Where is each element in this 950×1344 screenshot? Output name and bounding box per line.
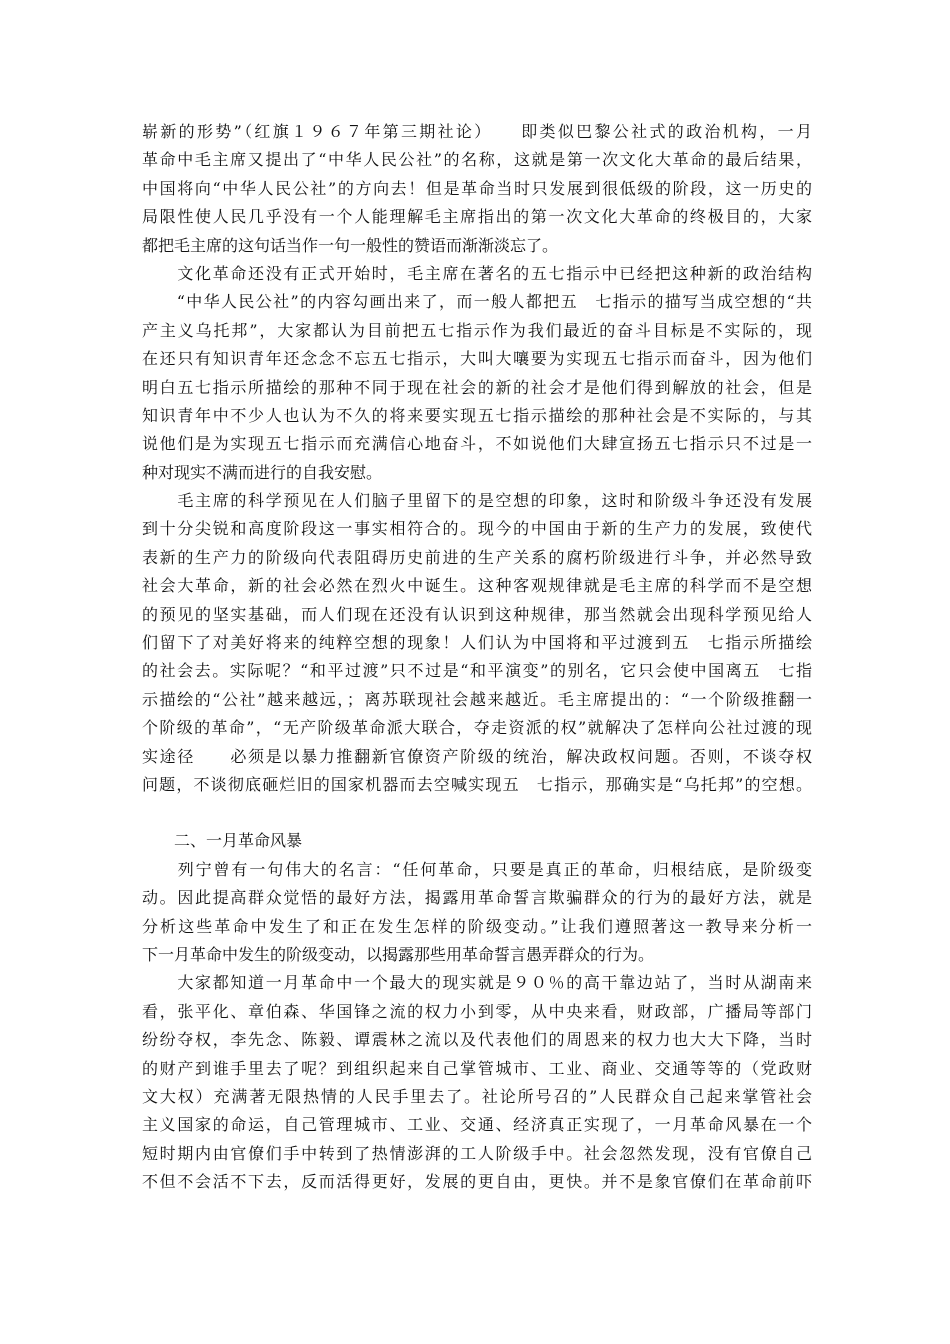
text-line: 知识青年中不少人也认为不久的将来要实现五七指示描绘的那种社会是不实际的，与其 <box>142 405 812 425</box>
text-line: 列宁曾有一句伟大的名言：“任何革命，只要是真正的革命，归根结底，是阶级变 <box>142 859 812 879</box>
text-line: 个阶级的革命”，“无产阶级革命派大联合，夺走资派的权”就解决了怎样向公社过渡的现 <box>142 718 812 738</box>
text-line: 看，张平化、章伯森、华国锋之流的权力小到零，从中央来看，财政部，广播局等部门 <box>142 1001 812 1021</box>
text-line: 的财产到谁手里去了呢？到组织起来自己掌管城市、工业、商业、交通等等的（党政财 <box>142 1058 812 1078</box>
text-line: 产主义乌托邦”，大家都认为目前把五七指示作为我们最近的奋斗目标是不实际的，现 <box>142 320 812 340</box>
text-line: 的预见的坚实基础，而人们现在还没有认识到这种规律，那当然就会出现科学预见给人 <box>142 604 812 624</box>
text-line: 表新的生产力的阶级向代表阻碍历史前进的生产关系的腐朽阶级进行斗争，并必然导致 <box>142 547 812 567</box>
text-line: 局限性使人民几乎没有一个人能理解毛主席指出的第一次文化大革命的终极目的，大家 <box>142 207 812 227</box>
text-line: 明白五七指示所描绘的那种不同于现在社会的新的社会才是他们得到解放的社会，但是 <box>142 377 812 397</box>
text-line: 种对现实不满而进行的自我安慰。 <box>142 462 383 482</box>
text-line: 纷纷夺权，李先念、陈毅、谭震林之流以及代表他们的周恩来的权力也大大下降，当时 <box>142 1030 812 1050</box>
text-line: 的社会去。实际呢？“和平过渡”只不过是“和平演变”的别名，它只会使中国离五 七指 <box>142 661 812 681</box>
text-line: 下一月革命中发生的阶级变动，以揭露那些用革命誓言愚弄群众的行为。 <box>142 944 655 964</box>
text-line: 短时期内由官僚们手中转到了热情澎湃的工人阶级手中。社会忽然发现，没有官僚自己 <box>142 1143 812 1163</box>
text-line: 不但不会活不下去，反而活得更好，发展的更自由，更快。并不是象官僚们在革命前吓 <box>142 1172 812 1192</box>
text-line: 大家都知道一月革命中一个最大的现实就是９０％的高干靠边站了，当时从湖南来 <box>142 973 812 993</box>
text-line: 实途径 必须是以暴力推翻新官僚资产阶级的统治，解决政权问题。否则，不谈夺权 <box>142 746 812 766</box>
text-line: 社会大革命，新的社会必然在烈火中诞生。这种客观规律就是毛主席的科学而不是空想 <box>142 576 812 596</box>
text-line: 革命中毛主席又提出了“中华人民公社”的名称，这就是第一次文化大革命的最后结果， <box>142 150 812 170</box>
text-line: 到十分尖锐和高度阶段这一事实相符合的。现今的中国由于新的生产力的发展，致使代 <box>142 519 812 539</box>
text-line: 中国将向“中华人民公社”的方向去！但是革命当时只发展到很低级的阶段，这一历史的 <box>142 178 812 198</box>
text-line: 分析这些革命中发生了和正在发生怎样的阶级变动。”让我们遵照著这一教导来分析一 <box>142 916 812 936</box>
text-line: 们留下了对美好将来的纯粹空想的现象！人们认为中国将和平过渡到五 七指示所描绘 <box>142 633 812 653</box>
text-line: 在还只有知识青年还念念不忘五七指示，大叫大嚷要为实现五七指示而奋斗，因为他们 <box>142 349 812 369</box>
text-line: 主义国家的命运，自己管理城市、工业、交通、经济真正实现了，一月革命风暴在一个 <box>142 1115 812 1135</box>
text-line: “中华人民公社”的内容勾画出来了，而一般人都把五 七指示的描写当成空想的“共 <box>142 292 812 312</box>
text-line: 说他们是为实现五七指示而充满信心地奋斗，不如说他们大肆宣扬五七指示只不过是一 <box>142 434 812 454</box>
text-line: 示描绘的“公社”越来越远，；离苏联现社会越来越近。毛主席提出的：“一个阶级推翻一 <box>142 689 812 709</box>
document-page <box>142 118 812 1196</box>
text-line: 问题，不谈彻底砸烂旧的国家机器而去空喊实现五 七指示，那确实是“乌托邦”的空想。 <box>142 774 812 794</box>
text-line: 文化革命还没有正式开始时，毛主席在著名的五七指示中已经把这种新的政治结构 <box>142 263 812 283</box>
text-line: 崭新的形势”（红旗１９６７年第三期社论） 即类似巴黎公社式的政治机构，一月 <box>142 122 812 141</box>
text-line: 文大权）充满著无限热情的人民手里去了。社论所号召的”人民群众自己起来掌管社会 <box>142 1086 812 1106</box>
text-line: 动。因此提高群众觉悟的最好方法，揭露用革命誓言欺骗群众的行为的最好方法，就是 <box>142 888 812 908</box>
paragraph-gap <box>142 799 812 827</box>
text-line: 毛主席的科学预见在人们脑子里留下的是空想的印象，这时和阶级斗争还没有发展 <box>142 491 812 511</box>
text-line: 都把毛主席的这句话当作一句一般性的赞语而渐渐淡忘了。 <box>142 235 559 255</box>
text-line: 二、一月革命风暴 <box>142 831 303 851</box>
